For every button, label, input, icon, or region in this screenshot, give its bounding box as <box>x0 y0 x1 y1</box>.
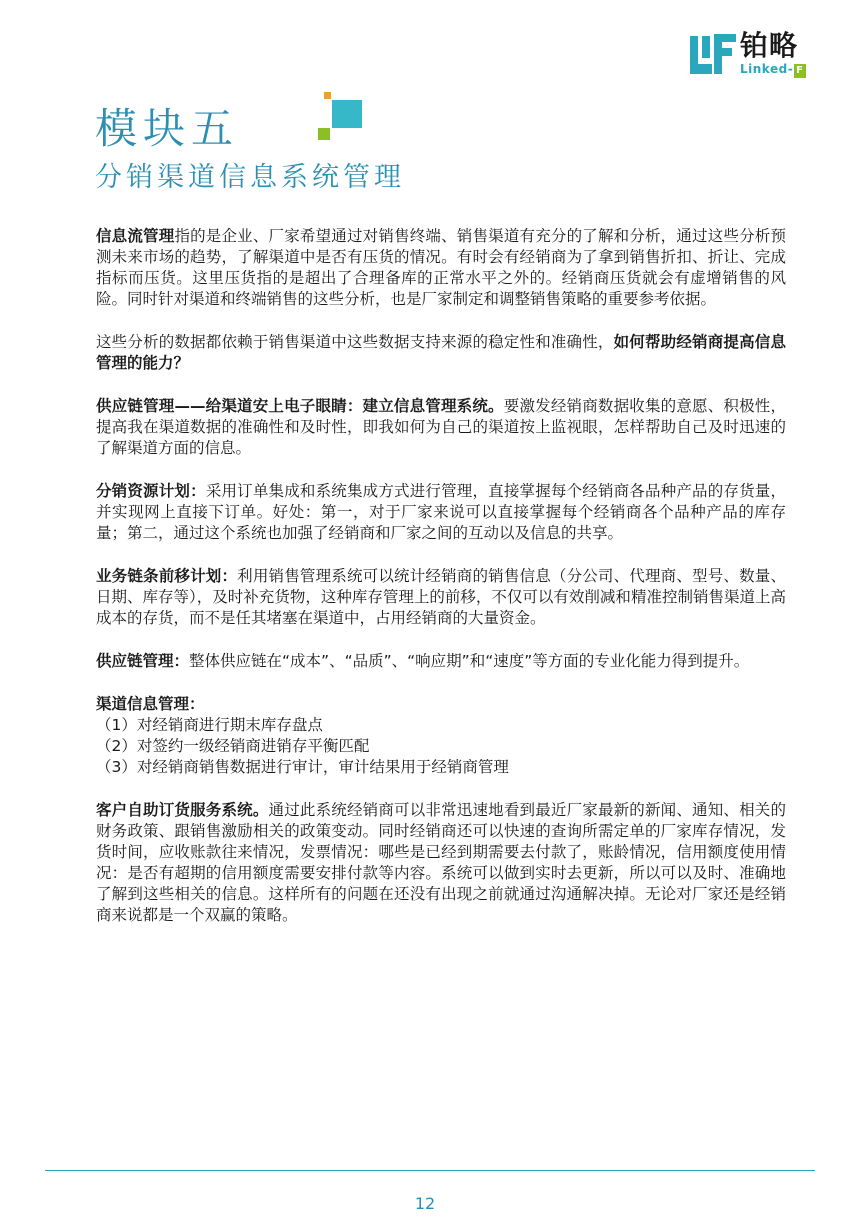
logo-english-word: Linked- <box>740 62 794 76</box>
paragraph-supply-chain <box>96 651 786 672</box>
page-number: 12 <box>414 1194 436 1213</box>
paragraph-text: 采用订单集成和系统集成方式进行管理，直接掌握每个经销商各品种产品的存货量，并实现网上直接下订单。好处：第一，对于厂家来说可以直接掌握每个经销商各个品种产品的库存量；第二，通过这个系统也加强了经销商和厂家之间的互动以及信息的共享。 <box>96 482 786 542</box>
brand-logo <box>690 30 820 80</box>
paragraph-text: 利用销售管理系统可以统计经销商的销售信息（分公司、代理商、型号、数量、日期、库存等），及时补充货物，这种库存管理上的前移，不仅可以有效削减和精准控制销售渠道上高成本的存货，而不是任其堵塞在渠道中，占用经销商的大量资金。 <box>96 567 786 627</box>
list-item: （3）对经销商销售数据进行审计，审计结果用于经销商管理 <box>96 758 509 776</box>
paragraph-self-service <box>96 800 786 926</box>
paragraph-text: 要激发经销商数据收集的意愿、积极性，提高我在渠道数据的准确性和及时性，即我如何为自己的渠道按上监视眼，怎样帮助自己及时迅速的了解渠道方面的信息。 <box>96 397 786 457</box>
paragraph-emphasis: 如何帮助经销商提高信息管理的能力？ <box>96 333 786 372</box>
paragraph-lead: 客户自助订货服务系统。 <box>96 801 269 819</box>
footer-divider <box>45 1170 815 1171</box>
paragraph-text: 这些分析的数据都依赖于销售渠道中这些数据支持来源的稳定性和准确性， <box>96 333 614 351</box>
list-title: 渠道信息管理： <box>96 695 205 713</box>
paragraph-text: 通过此系统经销商可以非常迅速地看到最近厂家最新的新闻、通知、相关的财务政策、跟销售激励相关的政策变动。同时经销商还可以快速的查询所需定单的厂家库存情况，发货时间，应收账款往来情况，发票情况：哪些是已经到期需要去付款了，账龄情况，信用额度使用情况：是否有超期的信用额度需要安排付款等内容。系统可以做到实时去更新，所以可以及时、准确地了解到这些相关的信息。这样所有的问题在还没有出现之前就通过沟通解决掉。无论对厂家还是经销商来说都是一个双赢的策略。 <box>96 801 786 924</box>
paragraph-lead: 供应链管理： <box>96 652 190 670</box>
logo-english-tag: F <box>796 65 804 76</box>
paragraph-text: 指的是企业、厂家希望通过对销售终端、销售渠道有充分的了解和分析，通过这些分析预测未来市场的趋势，了解渠道中是否有压货的情况。有时会有经销商为了拿到销售折扣、折让、完成指标而压货。这里压货指的是超出了合理备库的正常水平之外的。经销商压货就会有虚增销售的风险。同时针对渠道和终端销售的这些分析，也是厂家制定和调整销售策略的重要参考依据。 <box>96 227 786 308</box>
paragraph-text: 整体供应链在“成本”、“品质”、“响应期”和“速度”等方面的专业化能力得到提升。 <box>189 652 750 670</box>
paragraph-lead: 信息流管理 <box>96 227 175 245</box>
logo-chinese-text: 铂略 <box>740 29 799 62</box>
paragraph-lead: 分销资源计划： <box>96 482 206 500</box>
channel-info-list <box>96 694 786 778</box>
paragraph-lead: 供应链管理——给渠道安上电子眼睛：建立信息管理系统。 <box>96 397 504 415</box>
decor-square-green <box>318 128 330 140</box>
paragraph-info-flow <box>96 226 786 310</box>
paragraph-supply-chain-eye <box>96 396 786 459</box>
list-item: （2）对签约一级经销商进销存平衡匹配 <box>96 737 370 755</box>
logo-english-text <box>740 62 806 78</box>
list-item: （1）对经销商进行期末库存盘点 <box>96 716 323 734</box>
paragraph-forward-chain <box>96 566 786 629</box>
decor-square-teal <box>332 100 362 128</box>
module-title: 模块五 <box>95 104 240 153</box>
paragraph-data-dependency <box>96 332 786 374</box>
module-subtitle: 分销渠道信息系统管理 <box>95 162 405 193</box>
decor-square-orange <box>324 92 331 99</box>
paragraph-drp <box>96 481 786 544</box>
paragraph-lead: 业务链条前移计划： <box>96 567 238 585</box>
document-body <box>96 226 786 948</box>
logo-mark-icon <box>690 32 736 74</box>
